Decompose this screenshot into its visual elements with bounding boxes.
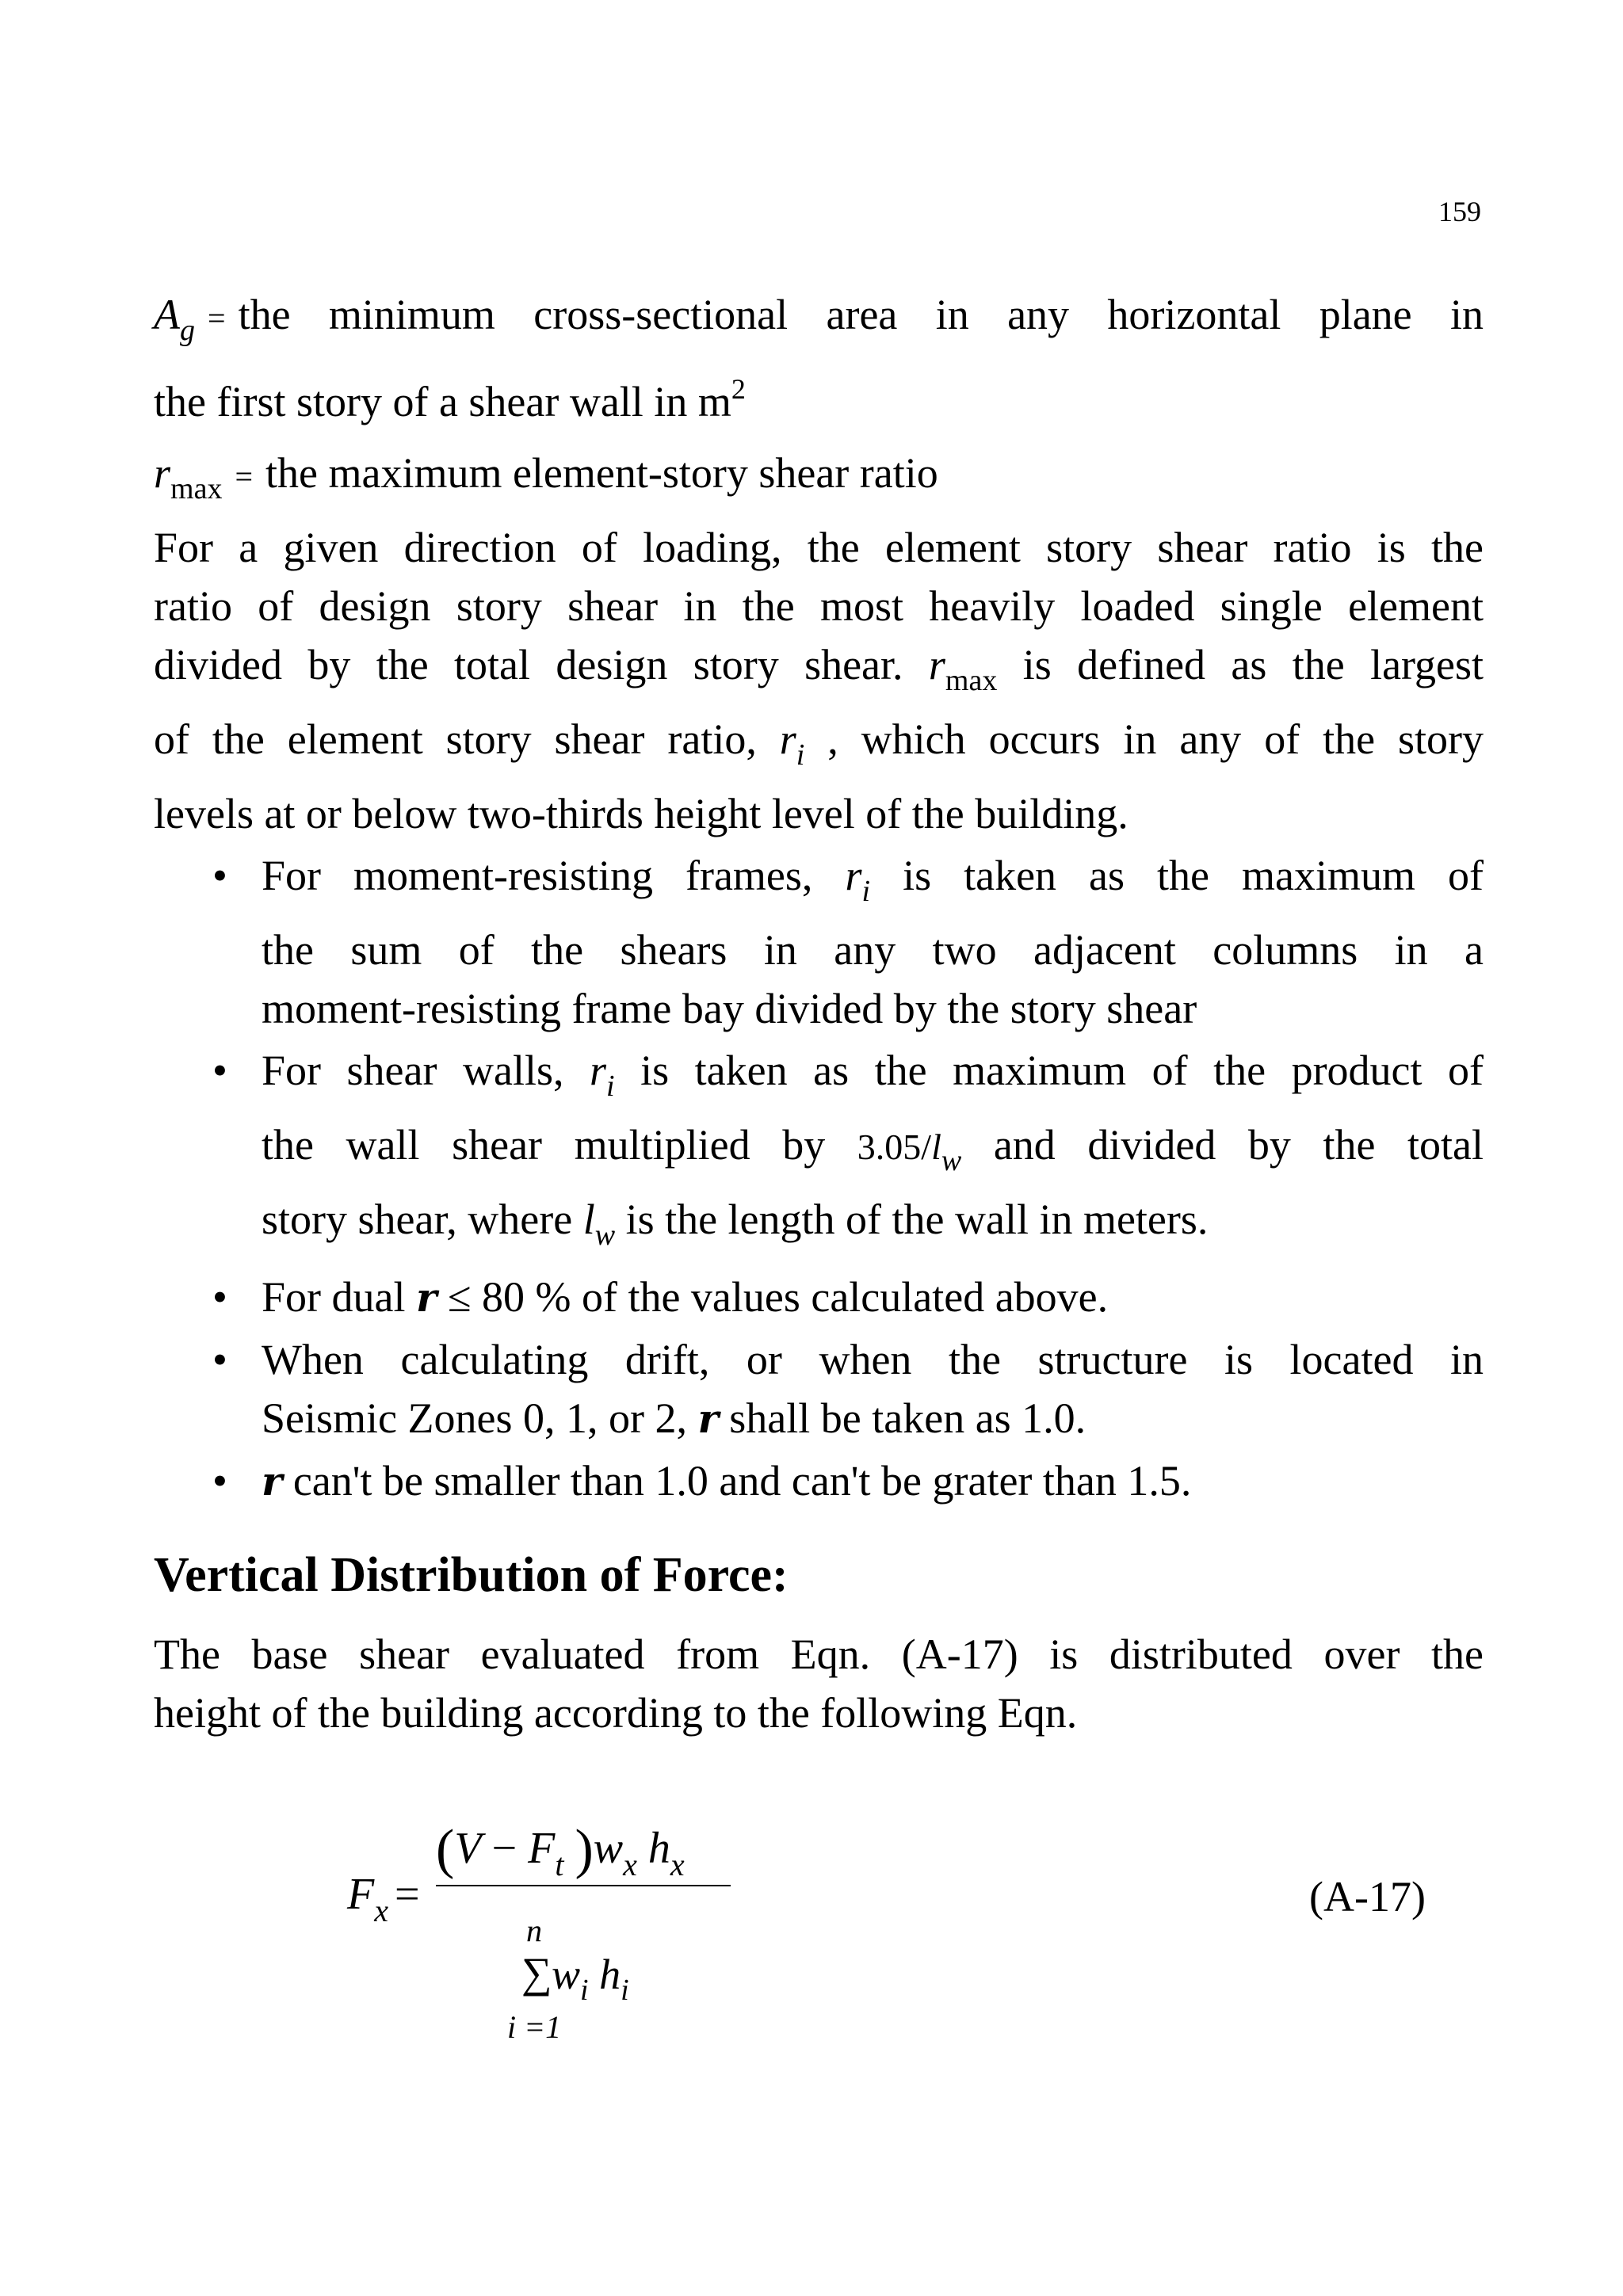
bullet-list (262, 846, 1484, 1511)
ag-definition-line1 (154, 285, 1484, 360)
list-item: • For shear walls, $r_i$ is taken as the maximum of the product of the wall shear multiplied by $3.05/l_w$ and divided by the total story shear, where $l_w$ is the length of the wall in meters. (262, 1041, 1484, 1264)
paragraph-line: levels at or below two-thirds height level of the building. (154, 790, 1128, 837)
rho-symbol: r (262, 1458, 283, 1505)
ag-definition-text: the minimum cross-sectional area in any horizontal plane in (238, 291, 1484, 338)
section-heading: Vertical Distribution of Force: (154, 1548, 789, 1602)
list-item: • For moment-resisting frames, $r_i$ is taken as the maximum of the sum of the shears in any two adjacent columns in a moment-resisting frame bay divided by the story shear (262, 846, 1484, 1038)
sum-lower-limit: i =1 (507, 2009, 562, 2045)
ri-symbol: $r_i$ (845, 852, 871, 908)
equation-numerator: ($V - F_t$ )$w_x$ $h_x$ (436, 1819, 685, 1882)
lw-symbol: $l_w$ (582, 1196, 616, 1252)
ri-symbol: $r_i$ (590, 1047, 615, 1103)
equals-sign: = (235, 459, 254, 494)
rho-symbol: r (416, 1274, 437, 1321)
sum-upper-limit: n (526, 1913, 542, 1948)
list-item: • When calculating drift, or when the structure is located in Seismic Zones 0, 1, or 2, r shall be taken as 1.0. (262, 1330, 1484, 1448)
ag-symbol: $A_g$ (154, 291, 195, 347)
page-content (154, 285, 1484, 2045)
equation-lhs: $F_x$ = (347, 1870, 420, 1928)
paragraph-shear-ratio (154, 518, 1484, 843)
paragraph-base-shear (154, 1625, 1484, 1742)
equals-sign: = (208, 300, 226, 336)
paragraph-line: height of the building according to the following Eqn. (154, 1689, 1078, 1737)
paragraph-line: For a given direction of loading, the element story shear ratio is the (154, 524, 1484, 571)
summation-sign: ∑ (521, 1949, 552, 1997)
paragraph-line: The base shear evaluated from Eqn. (A-17) is distributed over the (154, 1630, 1484, 1678)
rho-symbol: r (697, 1395, 719, 1442)
ag-definition-line2: the first story of a shear wall in $m^2$ (154, 373, 746, 425)
rmax-symbol-inline: $r_{max}$ (928, 641, 998, 697)
equation-denominator: $w_i$ $h_i$ (552, 1951, 629, 2007)
rmax-symbol: $r_{max}$ (154, 449, 223, 505)
list-item: • r can't be smaller than 1.0 and can't be grater than 1.5. (262, 1451, 1484, 1511)
paragraph-line: divided by the total design story shear. $r_{max}$ is defined as the largest (154, 641, 1484, 697)
paragraph-line: of the element story shear ratio, $r_i$ , which occurs in any of the story (154, 715, 1484, 772)
rmax-definition-text: the maximum element-story shear ratio (265, 449, 938, 497)
equation-label: (A-17) (1309, 1873, 1426, 1920)
list-item: • For dual r ≤ 80 % of the values calculated above. (262, 1268, 1484, 1327)
paragraph-line: ratio of design story shear in the most heavily loaded single element (154, 582, 1484, 630)
superscript-2: 2 (731, 373, 746, 405)
fraction-bar (436, 1885, 731, 1886)
rmax-definition (154, 444, 1484, 518)
ri-symbol: $r_i$ (779, 715, 805, 772)
page-number: 159 (1438, 196, 1481, 227)
equation-a17 (154, 1783, 1484, 2045)
wall-length-ratio: $3.05/l_w$ (857, 1127, 962, 1177)
